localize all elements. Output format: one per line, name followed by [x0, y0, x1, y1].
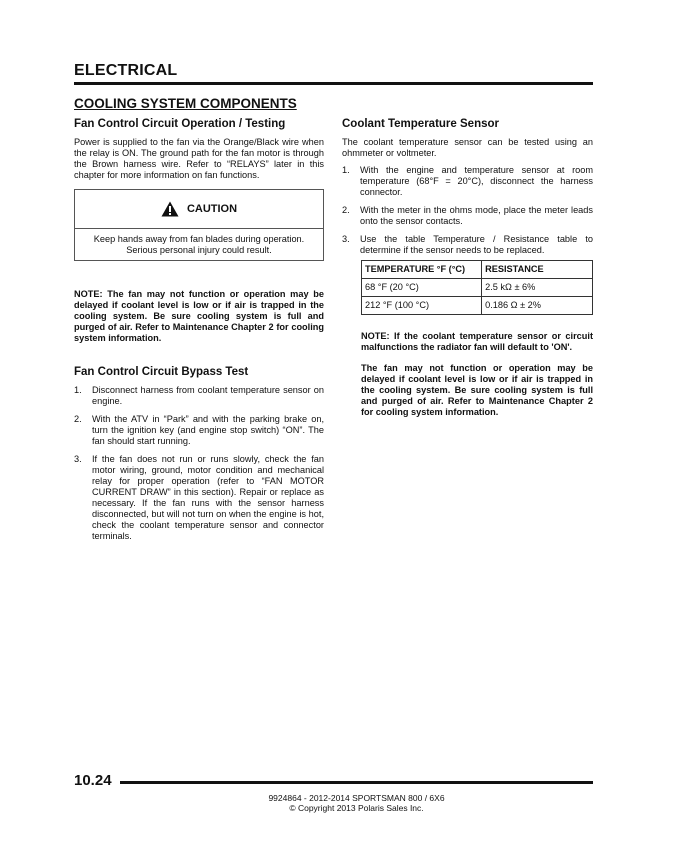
caution-header	[75, 190, 323, 229]
table-row	[362, 297, 593, 315]
step-number: 3.	[342, 234, 350, 244]
column-header: TEMPERATURE °F (°C)	[362, 261, 482, 279]
resistance-table	[361, 260, 593, 315]
fan-operation-body: Power is supplied to the fan via the Orange/Black wire when the relay is ON. The ground path for the fan motor is through the Brown harness wire. Refer to “RELAYS” later in this chapter for more information on fan functions.	[74, 137, 324, 180]
caution-box	[74, 189, 324, 261]
step-text: If the fan does not run or runs slowly, check the fan motor wiring, ground, motor condition and mechanical relay for proper operation (refer to “FAN MOTOR CURRENT DRAW” in this section). Repair or replace as necessary. If the fan runs with the sensor harness disconnected, but will not turn on when the engine is hot, check the coolant temperature sensor and connector terminals.	[92, 454, 324, 541]
list-item	[74, 454, 324, 542]
left-column	[74, 118, 324, 549]
table-cell: 68 °F (20 °C)	[362, 279, 482, 297]
bypass-steps	[74, 385, 324, 542]
list-item	[74, 385, 324, 407]
column-header: RESISTANCE	[482, 261, 593, 279]
chapter-title: ELECTRICAL	[74, 62, 178, 79]
page-number: 10.24	[74, 772, 112, 789]
table-cell: 2.5 kΩ ± 6%	[482, 279, 593, 297]
table-row	[362, 279, 593, 297]
step-text: Use the table Temperature / Resistance table to determine if the sensor needs to be replaced.	[360, 234, 593, 255]
header-rule	[74, 82, 593, 85]
right-column	[342, 118, 593, 418]
step-number: 1.	[74, 385, 82, 395]
step-text: With the ATV in “Park” and with the parking brake on, turn the ignition key (and engine stop switch) “ON”. The fan should start running.	[92, 414, 324, 446]
list-item	[342, 234, 593, 256]
list-item	[342, 205, 593, 227]
bypass-test-heading: Fan Control Circuit Bypass Test	[74, 366, 249, 378]
step-text: With the engine and temperature sensor at room temperature (68°F = 20°C), disconnect the harness connector.	[360, 165, 593, 197]
section-title: COOLING SYSTEM COMPONENTS	[74, 96, 297, 111]
table-header-row	[362, 261, 593, 279]
sensor-note-2: The fan may not function or operation may be delayed if coolant level is low or if air is trapped in the cooling system. Be sure cooling system is full and purged of air. Refer to Maintenance Chapter 2 for cooling system information.	[361, 363, 593, 417]
sensor-intro: The coolant temperature sensor can be tested using an ohmmeter or voltmeter.	[342, 137, 593, 158]
step-number: 2.	[342, 205, 350, 215]
fan-note: NOTE: The fan may not function or operation may be delayed if coolant level is low or if air is trapped in the cooling system. Be sure cooling system is full and purged of air. Refer to Maintenance Chapter 2 for cooling system information.	[74, 289, 324, 343]
sensor-steps	[342, 165, 593, 256]
step-number: 2.	[74, 414, 82, 424]
step-number: 1.	[342, 165, 350, 175]
caution-label: CAUTION	[186, 202, 238, 215]
step-text: Disconnect harness from coolant temperature sensor on engine.	[92, 385, 324, 406]
sensor-heading: Coolant Temperature Sensor	[342, 118, 499, 130]
list-item	[74, 414, 324, 447]
step-text: With the meter in the ohms mode, place the meter leads onto the sensor contacts.	[360, 205, 593, 226]
footer-doc-line: 9924864 - 2012-2014 SPORTSMAN 800 / 6X6	[268, 793, 445, 803]
warning-triangle-icon	[161, 201, 179, 217]
sensor-note: NOTE: If the coolant temperature sensor or circuit malfunctions the radiator fan will default to 'ON'.	[361, 331, 593, 352]
table-cell: 0.186 Ω ± 2%	[482, 297, 593, 315]
table-cell: 212 °F (100 °C)	[362, 297, 482, 315]
footer	[120, 793, 593, 813]
footer-rule	[120, 781, 593, 784]
step-number: 3.	[74, 454, 82, 464]
caution-text: Keep hands away from fan blades during operation. Serious personal injury could result.	[93, 234, 305, 255]
fan-operation-heading: Fan Control Circuit Operation / Testing	[74, 118, 286, 130]
list-item	[342, 165, 593, 198]
footer-copyright: © Copyright 2013 Polaris Sales Inc.	[289, 803, 424, 813]
